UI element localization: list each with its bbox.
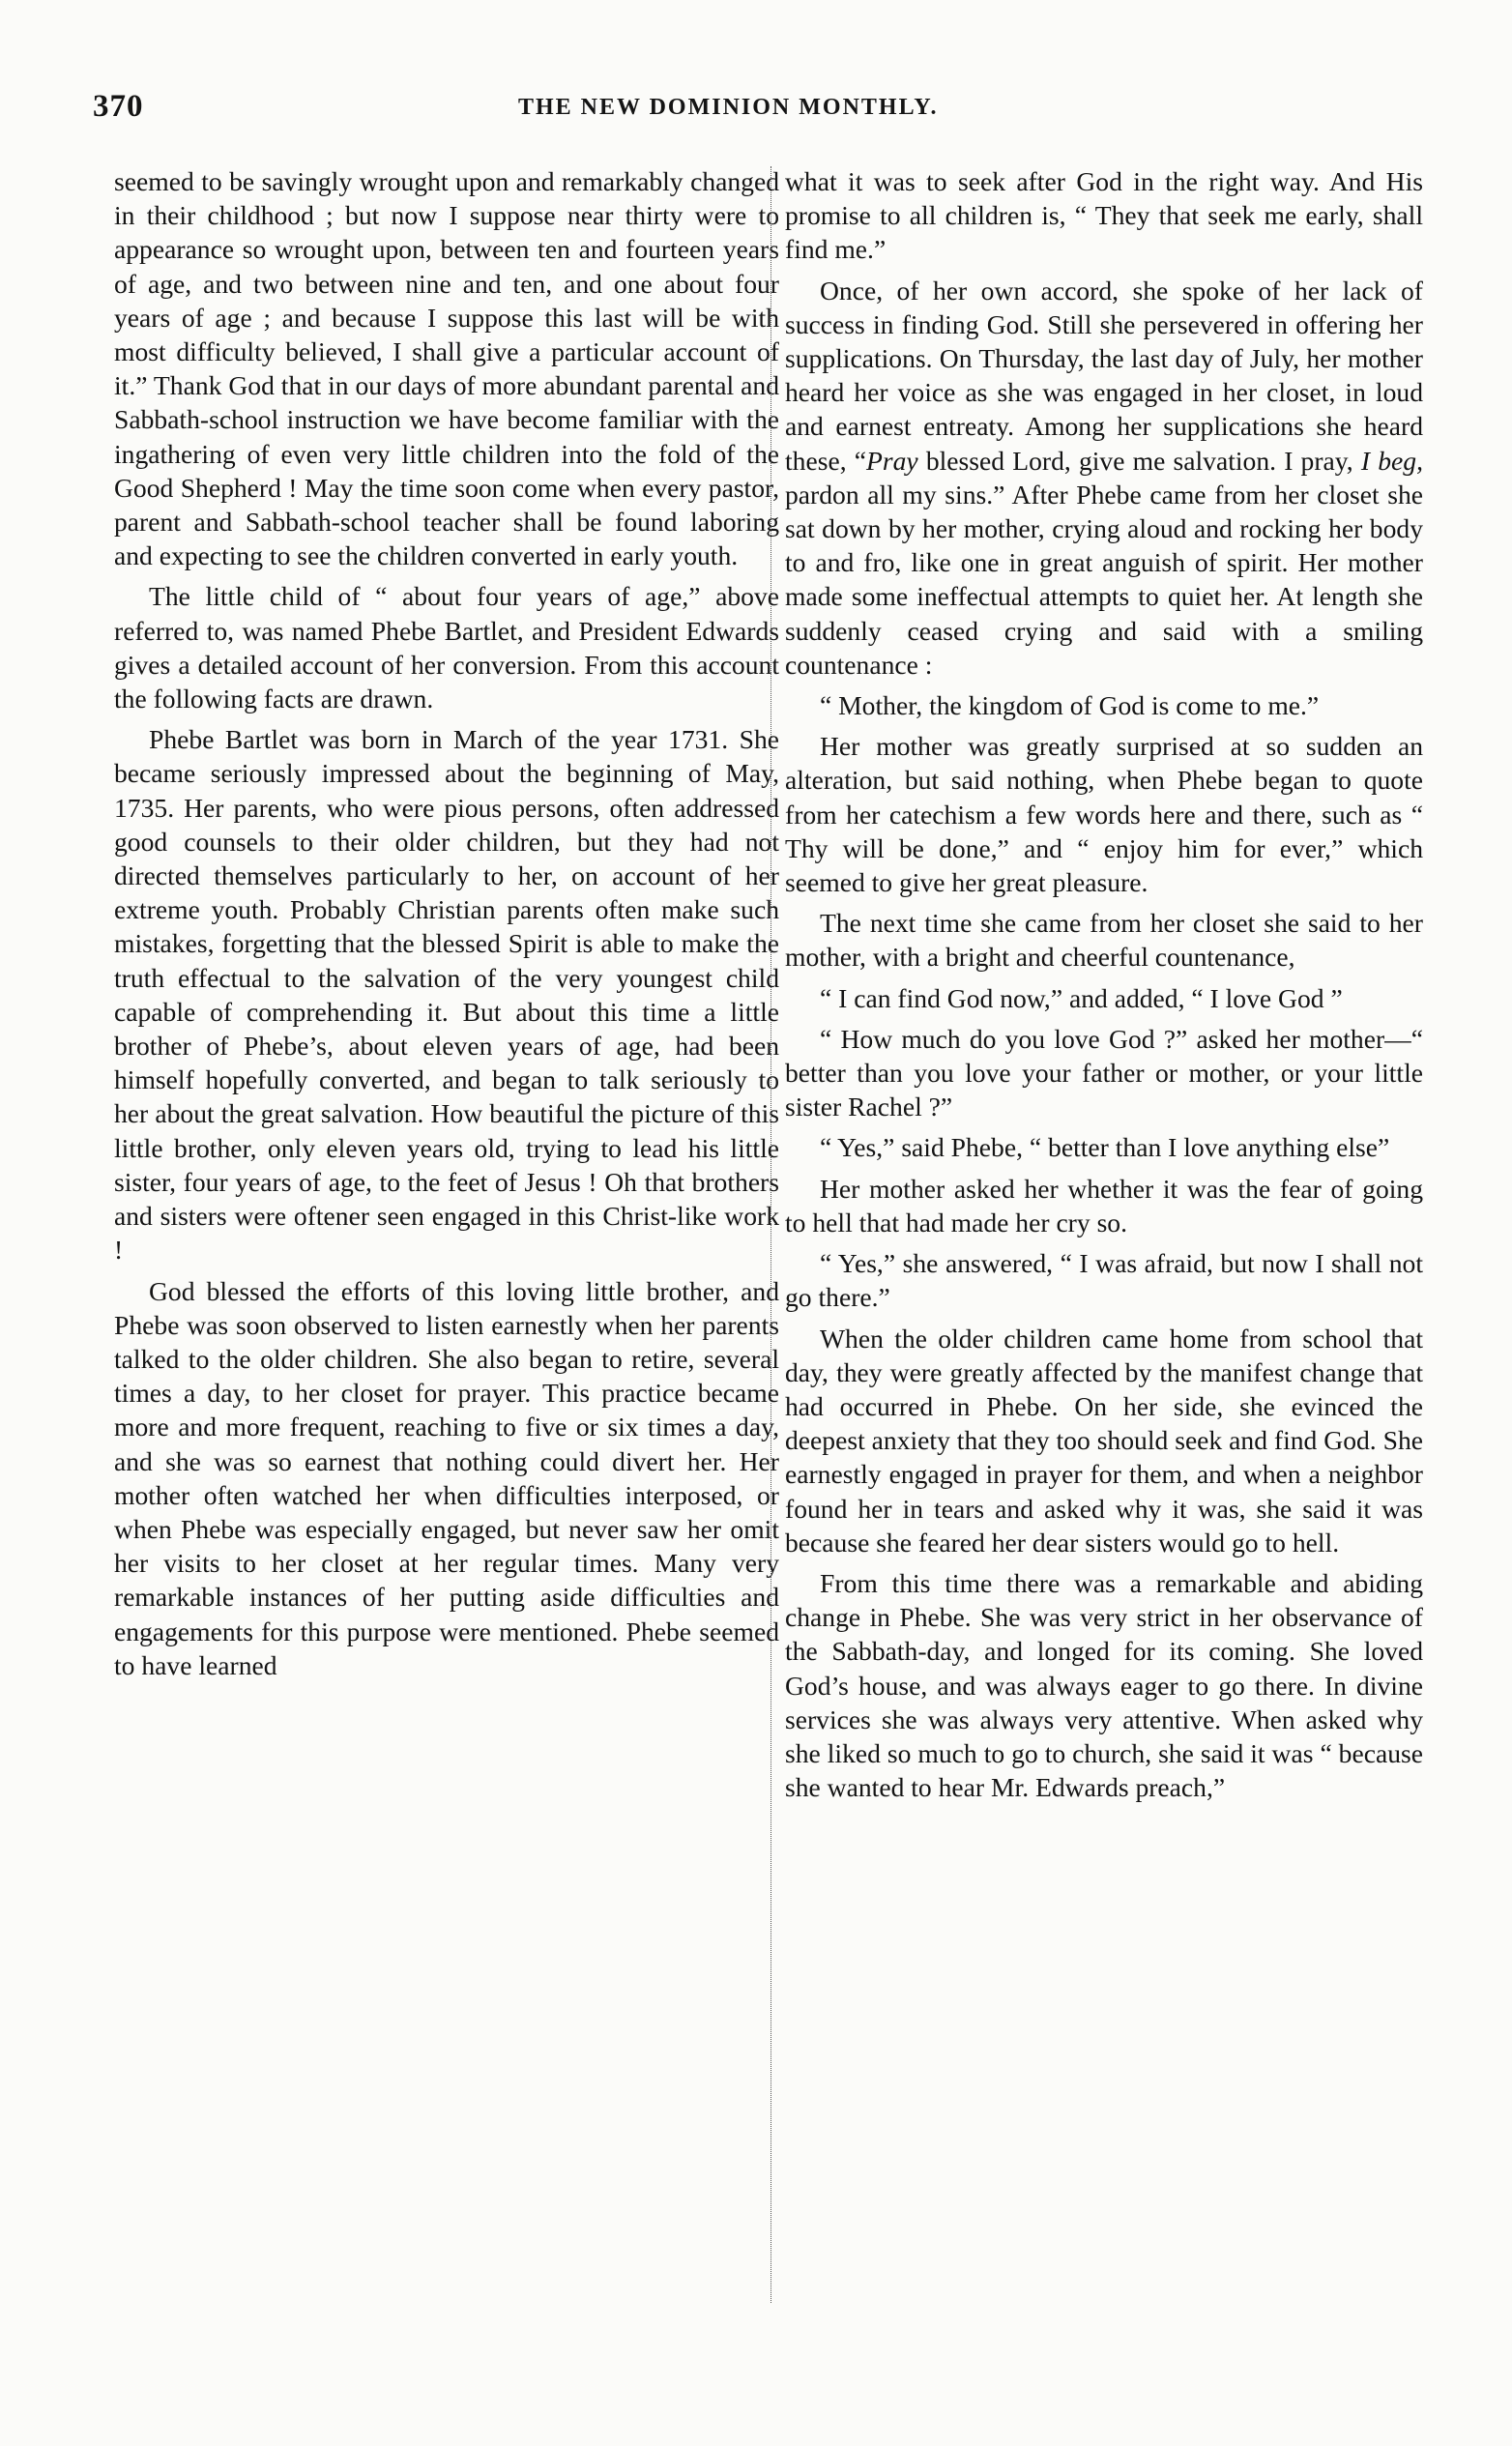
paragraph: When the older children came home from school that day, they were greatly affected by the manifest change that had occurred in Phebe. On her side, she evinced the deepest anxiety that they too should seek and find God. She earnestly engaged in prayer for them, and when a neighbor found her in tears and asked why it was, she said it was because she feared her dear sisters would go to hell. bbox=[785, 1323, 1423, 1558]
emphasis: Pray bbox=[866, 445, 918, 476]
paragraph: “ How much do you love God ?” asked her mother—“ better than you love your father or mother, or your little sister Rachel ?” bbox=[785, 1023, 1423, 1122]
text-run: Once, of her own accord, she spoke of her lack of success in finding God. Still she persevered in offering her supplications. On Thursday, the last day of July, her mother heard her voice as she was engaged in her closet, in loud and earnest entreaty. Among her supplications she heard these, “ bbox=[785, 275, 1423, 476]
emphasis: I beg, bbox=[1360, 445, 1423, 476]
paragraph: Her mother asked her whether it was the fear of going to hell that had made her cry so. bbox=[785, 1173, 1423, 1238]
paragraph bbox=[785, 274, 1423, 682]
paragraph: what it was to seek after God in the right way. And His promise to all children is, “ They that seek me early, shall find me.” bbox=[785, 166, 1423, 265]
running-title: THE NEW DOMINION MONTHLY. bbox=[518, 95, 939, 120]
paragraph: “ Yes,” said Phebe, “ better than I love anything else” bbox=[820, 1132, 1390, 1163]
paragraph: The little child of “ about four years of age,” above referred to, was named Phebe Bartlet, and President Edwards gives a detailed account of her conversion. From this account the following facts are drawn. bbox=[114, 581, 779, 714]
paragraph: The next time she came from her closet she said to her mother, with a bright and cheerful countenance, bbox=[785, 908, 1423, 973]
paragraph: “ Yes,” she answered, “ I was afraid, but now I shall not go there.” bbox=[785, 1248, 1423, 1313]
paragraph: God blessed the efforts of this loving little brother, and Phebe was soon observed to listen earnestly when her parents talked to the older children. She also began to retire, several times a day, to her closet for prayer. This practice became more and more frequent, reaching to five or six times a day, and she was so earnest that nothing could divert her. Her mother often watched her when difficulties interposed, or when Phebe was especially engaged, but never saw her omit her visits to her closet at her regular times. Many very remarkable instances of her putting aside difficulties and engagements for this purpose were mentioned. Phebe seemed to have learned bbox=[114, 1275, 779, 1680]
text-run: pardon all my sins.” After Phebe came from her closet she sat down by her mother, crying aloud and rocking her body to and fro, like one in great anguish of spirit. Her mother made some ineffectual attempts to quiet her. At length she suddenly ceased crying and said with a smiling countenance : bbox=[785, 479, 1423, 680]
text-run: blessed Lord, give me salvation. I pray, bbox=[925, 445, 1353, 476]
paragraph: Phebe Bartlet was born in March of the year 1731. She became seriously impressed about the beginning of May, 1735. Her parents, who were pious persons, often addressed good counsels to their older children, but they had not directed themselves particularly to her, on account of her extreme youth. Probably Christian parents often make such mistakes, forgetting that the blessed Spirit is able to make the truth effectual to the salvation of the very youngest child capable of comprehending it. But about this time a little brother of Phebe’s, about eleven years of age, had been himself hopefully converted, and began to talk seriously to her about the great salvation. How beautiful the picture of this little brother, only eleven years old, trying to lead his little sister, four years of age, to the feet of Jesus ! Oh that brothers and sisters were oftener seen engaged in this Christ-like work ! bbox=[114, 724, 779, 1266]
paragraph: seemed to be savingly wrought upon and remarkably changed in their childhood ; but now I suppose near thirty were to appearance so wrought upon, between ten and fourteen years of age, and two between nine and ten, and one about four years of age ; and because I suppose this last will be with most difficulty believed, I shall give a particular account of it.” Thank God that in our days of more abundant parental and Sabbath-school instruction we have become familiar with the ingathering of even very little children into the fold of the Good Shepherd ! May the time soon come when every pastor, parent and Sabbath-school teacher shall be found laboring and expecting to see the children converted in early youth. bbox=[114, 166, 779, 571]
paragraph: “ I can find God now,” and added, “ I love God ” bbox=[820, 982, 1343, 1013]
paragraph: “ Mother, the kingdom of God is come to me.” bbox=[820, 690, 1320, 721]
page-number: 370 bbox=[93, 89, 144, 124]
paragraph: Her mother was greatly surprised at so sudden an alteration, but said nothing, when Phebe began to quote from her catechism a few words here and there, such as “ Thy will be done,” and “ enjoy him for ever,” which seemed to give her great pleasure. bbox=[785, 731, 1423, 898]
right-column bbox=[785, 164, 1423, 1811]
paragraph: From this time there was a remarkable and abiding change in Phebe. She was very strict in her observance of the Sabbath-day, and longed for its coming. She loved God’s house, and was always eager to go there. In divine services she was always very attentive. When asked why she liked so much to go to church, she said it was “ because she wanted to hear Mr. Edwards preach,” bbox=[785, 1567, 1423, 1803]
left-column bbox=[114, 164, 779, 1689]
page-header bbox=[93, 89, 1427, 131]
